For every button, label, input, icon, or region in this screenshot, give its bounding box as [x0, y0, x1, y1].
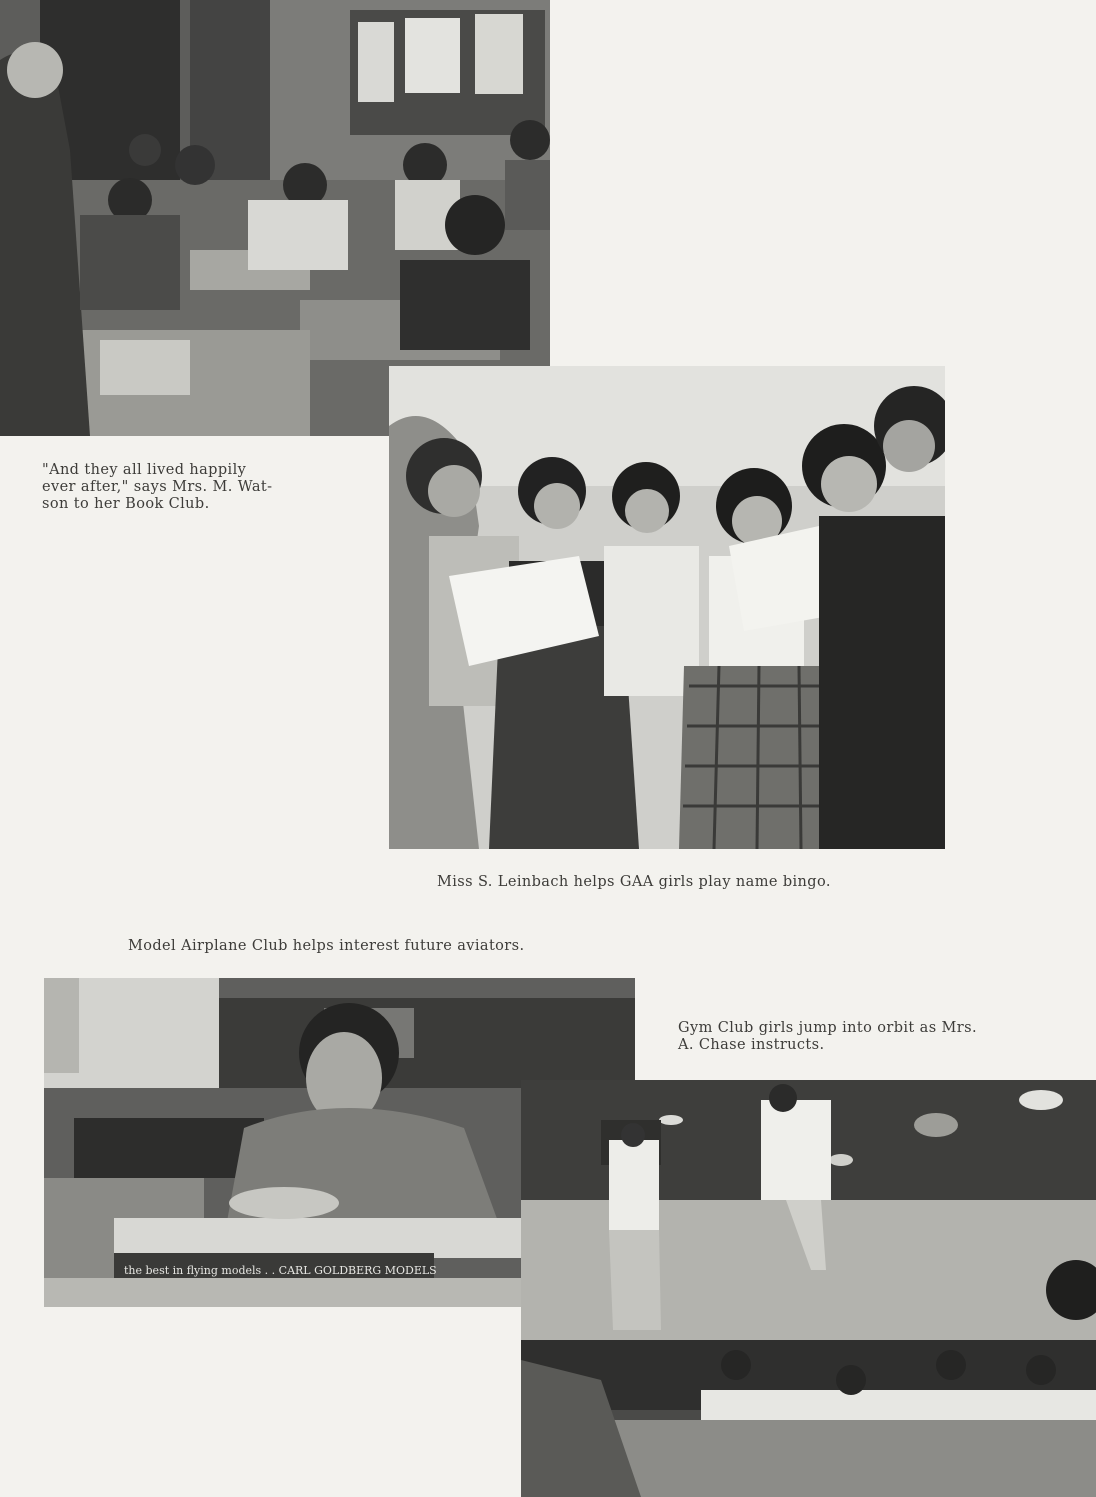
- model-box-text: the best in flying models . . CARL GOLDBERG MODELS: [124, 1264, 437, 1277]
- book-club-caption-line1: "And they all lived happily: [42, 462, 247, 478]
- gaa-bingo-caption: Miss S. Leinbach helps GAA girls play name bingo.: [437, 874, 831, 890]
- gaa-bingo-photo: [389, 366, 945, 849]
- gym-club-caption: [678, 1020, 977, 1054]
- model-airplane-caption: Model Airplane Club helps interest future aviators.: [128, 938, 525, 954]
- gym-club-caption-line2: A. Chase instructs.: [678, 1037, 825, 1053]
- gym-club-photo: [521, 1080, 1096, 1497]
- book-club-caption: [42, 462, 272, 513]
- book-club-caption-line3: son to her Book Club.: [42, 496, 210, 512]
- book-club-caption-line2: ever after," says Mrs. M. Wat-: [42, 479, 273, 495]
- gym-club-caption-line1: Gym Club girls jump into orbit as Mrs.: [678, 1020, 977, 1036]
